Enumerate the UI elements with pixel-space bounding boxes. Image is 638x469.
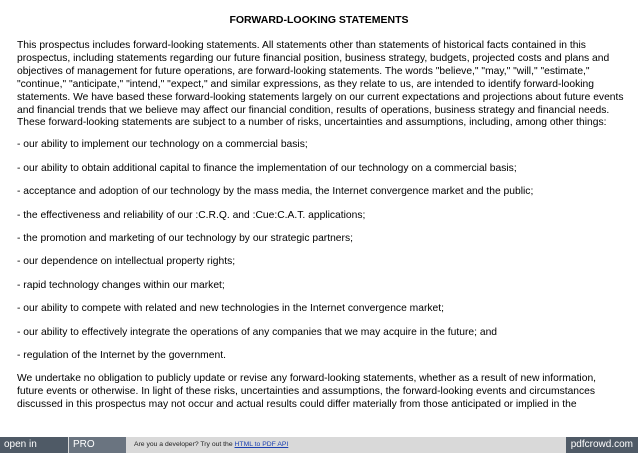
open-in-browser-button[interactable]: open in browser — [0, 437, 68, 453]
closing-paragraph: We undertake no obligation to publicly update or revise any forward-looking statements, whether as a result of new information, future events or otherwise. In light of these risks, uncertainties and assumptions, the forward-looking events and circumstances discussed in this prospectus may not occur and actual results could differ materially from those anticipated or implied in the — [17, 373, 597, 411]
intro-paragraph: This prospectus includes forward-looking statements. All statements other than statements of historical facts contained in this prospectus, including statements regarding our future financial position, business strategy, budgets, projected costs and plans and objectives of management for future operations, are forward-looking statements. The words "believe," "may," "will," "estimate," "continue," "anticipate," "intend," "expect," and similar expressions, as they relate to us, are intended to identify forward-looking statements. We have based these forward-looking statements largely on our current expectations and projections about future events and financial trends that we believe may affect our financial condition, results of operations, business strategy and financial needs. These forward-looking statements are subject to a number of risks, uncertainties and assumptions, including, among other things: — [17, 40, 624, 129]
risk-list — [17, 139, 625, 363]
document-title: FORWARD-LOOKING STATEMENTS — [229, 14, 409, 26]
promo-label: Are you a developer? Try out the — [134, 441, 233, 448]
pdfcrowd-footer-bar — [0, 437, 638, 466]
list-item: - the effectiveness and reliability of our :C.R.Q. and :Cue:C.A.T. applications; — [17, 209, 366, 221]
list-item: - rapid technology changes within our market; — [17, 279, 225, 291]
list-item: - acceptance and adoption of our technology by the mass media, the Internet convergence market and the public; — [17, 186, 534, 198]
list-item: - our ability to implement our technology on a commercial basis; — [17, 139, 308, 151]
promo-text — [134, 437, 288, 453]
document-body — [17, 40, 625, 421]
list-item: - the promotion and marketing of our technology by our strategic partners; — [17, 232, 353, 244]
html-to-pdf-api-link[interactable]: HTML to PDF API — [234, 441, 289, 448]
pdfcrowd-brand-link[interactable]: pdfcrowd.com — [566, 437, 638, 453]
list-item: - our ability to effectively integrate the operations of any companies that we may acquire in the future; and — [17, 326, 498, 338]
list-item: - our ability to obtain additional capital to finance the implementation of our technology on a commercial basis; — [17, 162, 517, 174]
list-item: - our dependence on intellectual property rights; — [17, 256, 236, 268]
pro-version-button[interactable]: PRO version — [69, 437, 126, 453]
list-item: - regulation of the Internet by the government. — [17, 350, 226, 361]
list-item: - our ability to compete with related and new technologies in the Internet convergence market; — [17, 303, 444, 315]
